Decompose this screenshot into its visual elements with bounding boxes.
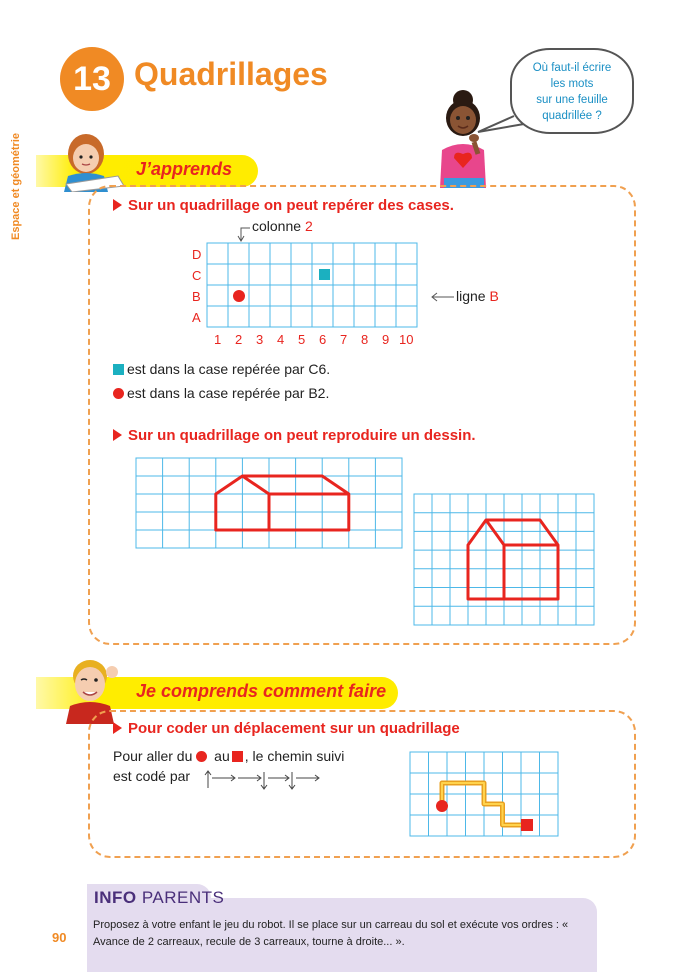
info-parents-text: Proposez à votre enfant le jeu du robot. Il se place sur un carreau du sol et exécute vos ordres : « Avance de 2 carreaux, recule de 3 carreaux, tourne à droite... ».: [93, 919, 569, 948]
grid-lines: [207, 243, 417, 327]
col-number-1: 1: [214, 332, 222, 347]
col-number-6: 6: [319, 332, 327, 347]
col-number-10: 10: [399, 332, 414, 347]
row-pointer-arrow: [428, 290, 456, 304]
learn-point-1-text: Sur un quadrillage on peut repérer des cases.: [128, 197, 454, 214]
row-label-value: B: [489, 288, 499, 304]
col-number-9: 9: [382, 332, 390, 347]
col-number-3: 3: [256, 332, 264, 347]
side-label-text: Espace et géométrie: [10, 133, 22, 240]
path-end-square: [521, 819, 533, 831]
cyan-square-c6: [319, 269, 330, 280]
info-title-bold: INFO: [94, 888, 137, 907]
chapter-title: Quadrillages: [134, 56, 328, 92]
row-label: [456, 288, 499, 304]
house-1-drawing: [216, 476, 349, 530]
side-label: [6, 110, 28, 250]
red-dot-b2: [233, 290, 245, 302]
how-point-text: Pour coder un déplacement sur un quadrillage: [128, 720, 460, 737]
legend-c6-text: est dans la case repérée par C6.: [127, 361, 331, 377]
how-text-line-2: est codé par: [113, 768, 191, 784]
info-title-rest: PARENTS: [141, 888, 225, 907]
red-dot-icon: [196, 751, 207, 762]
red-triangle-icon: [113, 722, 122, 734]
bubble-line-3: sur une feuille: [536, 94, 608, 106]
path-code-arrows: [202, 766, 324, 794]
speech-bubble: [510, 48, 634, 134]
how-text-line-1: [113, 748, 344, 764]
row-label-text: ligne: [456, 288, 486, 304]
legend-b2: [113, 385, 329, 401]
col-number-5: 5: [298, 332, 306, 347]
col-number-7: 7: [340, 332, 348, 347]
path-grid: [408, 750, 562, 840]
red-dot-icon: [113, 388, 124, 399]
learn-point-2-text: Sur un quadrillage on peut reproduire un dessin.: [128, 427, 476, 444]
row-letter-c: C: [192, 268, 202, 283]
column-label-value: 2: [304, 218, 313, 234]
cyan-square-icon: [113, 364, 124, 375]
column-label-text: colonne: [252, 218, 302, 234]
legend-b2-text: est dans la case repérée par B2.: [127, 385, 330, 401]
col-number-4: 4: [277, 332, 285, 347]
info-parents-title: [94, 888, 224, 908]
girl-thinking-illustration: [430, 88, 496, 188]
learn-point-1: [113, 197, 454, 214]
page-number: 90: [52, 930, 67, 945]
bubble-line-1: Où faut-il écrire: [532, 62, 612, 74]
legend-c6: [113, 361, 330, 377]
red-triangle-icon: [113, 429, 122, 441]
girl-reading-illustration: [56, 130, 126, 192]
path-route: [442, 783, 523, 825]
house-drawing-grid-1: [134, 456, 406, 552]
how-text-part3: , le chemin suivi: [244, 748, 345, 764]
how-text-part1: Pour aller du: [113, 748, 193, 764]
path-start-dot: [436, 800, 448, 812]
bubble-line-2: les mots: [550, 78, 594, 90]
chapter-number-badge: 13: [60, 47, 124, 111]
house-drawing-grid-2: [412, 492, 598, 628]
red-triangle-icon: [113, 199, 122, 211]
learn-point-2: [113, 427, 476, 444]
col-number-2: 2: [235, 332, 243, 347]
red-square-icon: [232, 751, 243, 762]
row-letter-a: A: [192, 310, 201, 325]
row-letter-b: B: [192, 289, 201, 304]
bubble-line-4: quadrillée ?: [542, 110, 602, 122]
column-label: [252, 218, 313, 234]
col-number-8: 8: [361, 332, 369, 347]
reference-grid: [184, 238, 434, 350]
how-text-part2: au: [214, 748, 230, 764]
how-point: [113, 720, 460, 737]
section-learn-title: J’apprends: [136, 159, 233, 179]
section-how-title: Je comprends comment faire: [136, 681, 387, 701]
row-letter-d: D: [192, 247, 202, 262]
